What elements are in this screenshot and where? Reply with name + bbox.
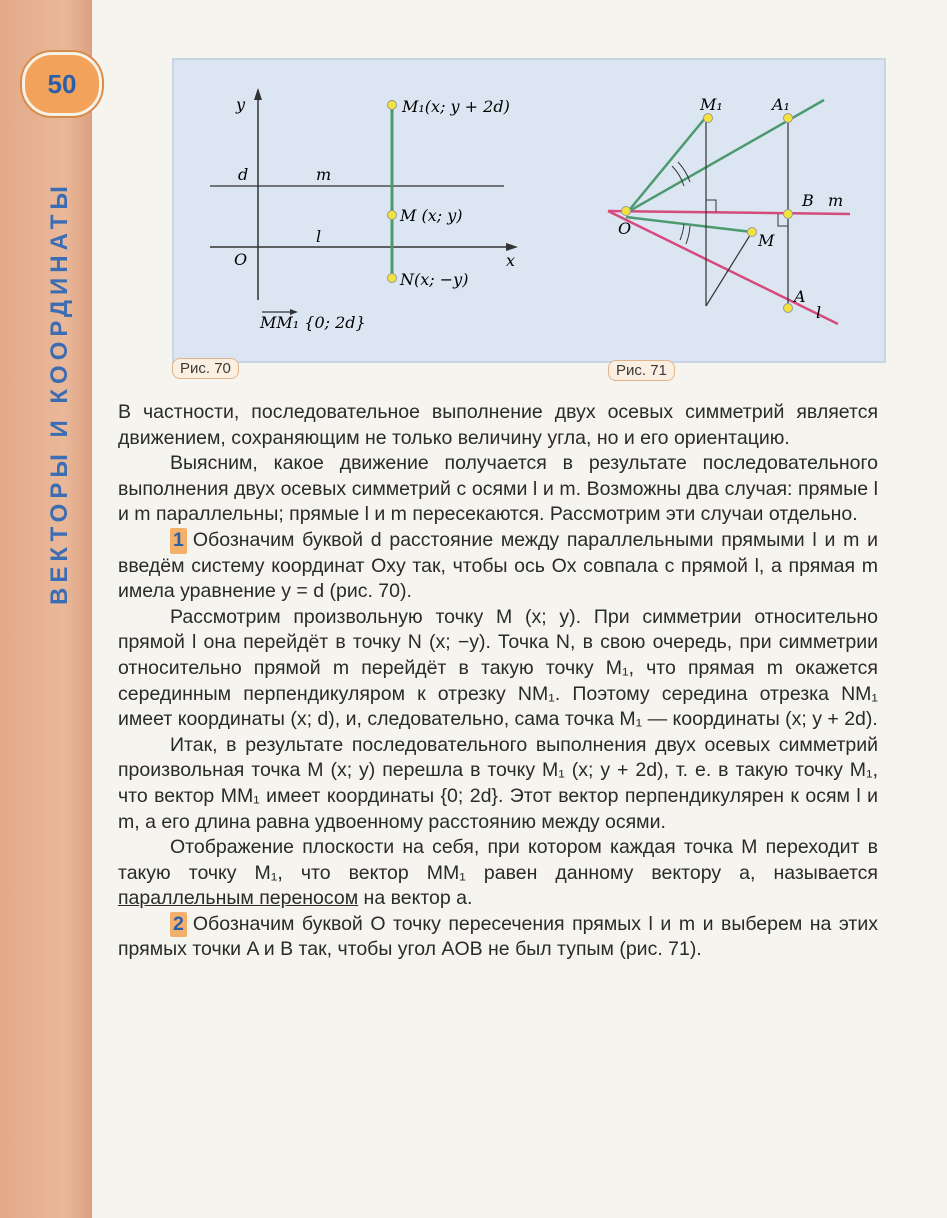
vector-label: MM₁ {0; 2d} bbox=[260, 313, 366, 332]
paragraph-case-2 bbox=[118, 912, 878, 963]
m-label: m bbox=[828, 191, 844, 210]
chapter-title: ВЕКТОРЫ И КООРДИНАТЫ bbox=[46, 181, 73, 605]
paragraph-text: называется bbox=[773, 861, 878, 884]
point-m1 bbox=[388, 101, 397, 110]
angle-arc bbox=[680, 224, 684, 240]
paragraph: В частности, последовательное выполнение двух осевых симметрий является движением, сохраняющим не только величину угла, но и его ориентацию. bbox=[118, 401, 878, 449]
point-m bbox=[388, 211, 397, 220]
page-number: 50 bbox=[47, 68, 77, 99]
a1-label: A₁ bbox=[772, 95, 790, 114]
l-label: l bbox=[316, 227, 322, 246]
figure-70-caption: Рис. 70 bbox=[172, 358, 239, 379]
x-axis-label: x bbox=[506, 251, 516, 270]
paragraph: Выясним, какое движение получается в результате последовательного выполнения двух осевых симметрий с осями l и m. Возможны два случая: прямые l и m параллельны; прямые l и m пересекаются. Рассмотрим эти случаи отдельно. bbox=[118, 452, 878, 526]
ray-o-m1 bbox=[626, 117, 706, 214]
y-axis-label: y bbox=[236, 95, 246, 114]
point-m bbox=[748, 228, 757, 237]
o-label: O bbox=[618, 219, 632, 238]
defined-term: параллельным переносом bbox=[118, 887, 359, 910]
figures-svg bbox=[174, 60, 884, 361]
b-label: B bbox=[802, 191, 814, 210]
case-marker: 2 bbox=[170, 912, 187, 938]
m-coordinates: M (x; y) bbox=[400, 206, 463, 225]
point-a bbox=[784, 304, 793, 313]
point-o bbox=[622, 207, 631, 216]
point-b bbox=[784, 210, 793, 219]
body-text bbox=[118, 400, 878, 963]
figure-71-caption: Рис. 71 bbox=[608, 360, 675, 381]
figure-70 bbox=[210, 88, 518, 332]
paragraph: Рассмотрим произвольную точку M (x; y). При симметрии относительно прямой l она перейдёт в точку N (x; −y). Точка N, в свою очередь, при симметрии относительно прямой m перейдёт в такую точку M₁, что прямая m окажется серединным перпендикуляром к отрезку NM₁. Поэтому середина отрезка NM₁ имеет координаты (x; d), и, следовательно, сама точка M₁ — координаты (x; y + 2d). bbox=[118, 605, 878, 731]
ray-o-a1 bbox=[626, 100, 824, 213]
point-a1 bbox=[784, 114, 793, 123]
paragraph-text: на вектор a. bbox=[363, 887, 473, 910]
l-label: l bbox=[816, 303, 822, 322]
y-axis-arrow-icon bbox=[254, 88, 262, 100]
paragraph-text: Обозначим буквой d расстояние между параллельными прямыми l и m и введём систему координат Oxy так, чтобы ось Ox совпала с прямой l, а прямая m имела уравнение y = d (рис. 70). bbox=[118, 528, 878, 603]
case-marker: 1 bbox=[170, 528, 187, 554]
paragraph-case-1 bbox=[118, 528, 878, 605]
figure-panel bbox=[172, 58, 886, 363]
paragraph-definition bbox=[118, 835, 878, 912]
line-m bbox=[608, 211, 850, 214]
point-n bbox=[388, 274, 397, 283]
right-angle-mark bbox=[706, 200, 716, 212]
m1-coordinates: M₁(x; y + 2d) bbox=[402, 97, 510, 116]
paragraph: Итак, в результате последовательного выполнения двух осевых симметрий произвольная точка M (x; y) перешла в точку M₁ (x; y + 2d), т. е. в такую точку M₁, что вектор MM₁ имеет координаты {0; 2d}. Этот вектор перпендикулярен к осям l и m, а его длина равна удвоенному расстоянию между осями. bbox=[118, 733, 878, 833]
m-label: m bbox=[316, 165, 332, 184]
page-number-badge bbox=[22, 52, 102, 116]
x-axis-arrow-icon bbox=[506, 243, 518, 251]
segment-m-foot bbox=[706, 232, 752, 306]
n-coordinates: N(x; −y) bbox=[400, 270, 469, 289]
m-point-label: M bbox=[758, 231, 775, 250]
figure-71 bbox=[608, 95, 850, 324]
angle-arc bbox=[686, 226, 690, 244]
point-m1 bbox=[704, 114, 713, 123]
m1-label: M₁ bbox=[700, 95, 723, 114]
d-label: d bbox=[238, 165, 249, 184]
paragraph-text: Отображение плоскости на себя, при котором каждая точка M переходит в такую точку M₁, что вектор MM₁ равен данному вектору a, bbox=[118, 836, 878, 884]
a-label: A bbox=[794, 287, 806, 306]
paragraph-text: Обозначим буквой O точку пересечения прямых l и m и выберем на этих прямых точки A и B так, чтобы угол AOB не был тупым (рис. 71). bbox=[118, 912, 878, 961]
origin-label: O bbox=[234, 250, 248, 269]
